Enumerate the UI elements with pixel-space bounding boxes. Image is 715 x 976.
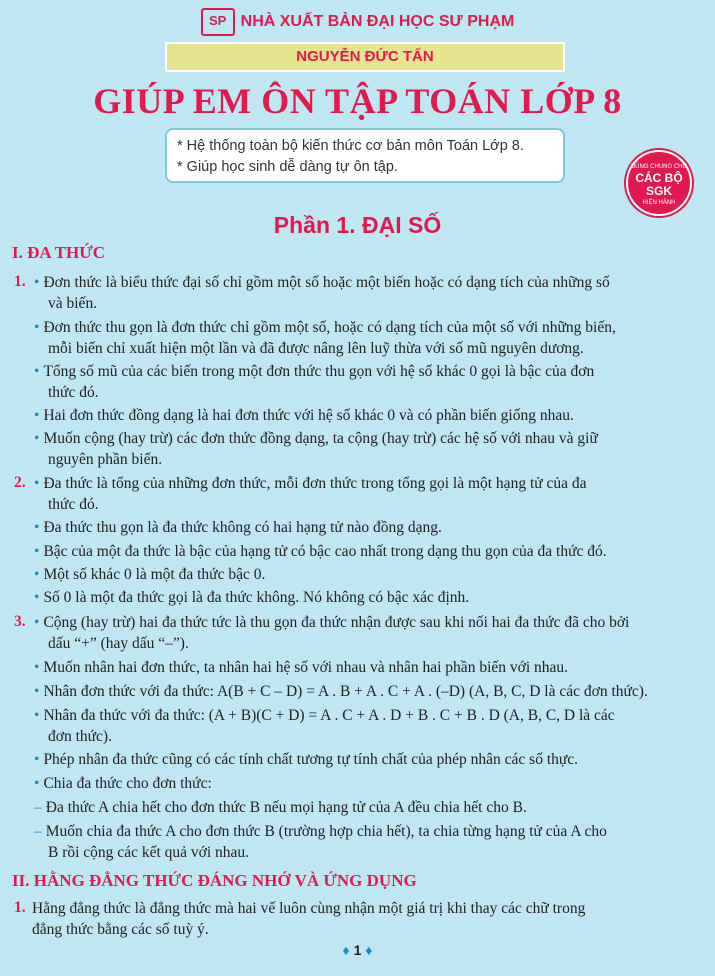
text-line: thức đó.	[48, 496, 99, 513]
section-heading-polynomials: I. ĐA THỨC	[12, 243, 106, 262]
text-line: và biến.	[48, 295, 98, 312]
text-line: • Tổng số mũ của các biến trong một đơn thức thu gọn với hệ số khác 0 gọi là bậc của đơn	[34, 363, 595, 380]
text-line: dấu “+” (hay dấu “–”).	[48, 635, 189, 652]
text-line: đơn thức).	[48, 728, 112, 745]
text-line: • Một số khác 0 là một đa thức bậc 0.	[34, 566, 266, 583]
book-title: GIÚP EM ÔN TẬP TOÁN LỚP 8	[93, 81, 622, 121]
publisher-header	[0, 8, 715, 36]
dash-icon: –	[34, 799, 42, 816]
bullet-icon: •	[34, 775, 40, 792]
bullet-icon: •	[34, 683, 40, 700]
bullet-icon: •	[34, 475, 40, 492]
text-line: • Đơn thức là biểu thức đại số chỉ gồm một số hoặc một biến hoặc có dạng tích của những số	[34, 274, 610, 291]
text-line: Hằng đẳng thức là đẳng thức mà hai vế luôn cùng nhận một giá trị khi thay các chữ trong	[32, 900, 586, 917]
bullet-icon: •	[34, 589, 40, 606]
bullet-icon: •	[34, 614, 40, 631]
bullet-icon: •	[34, 274, 40, 291]
intro-line-2: * Giúp học sinh dễ dàng tự ôn tập.	[177, 159, 398, 175]
text-line: • Muốn cộng (hay trừ) các đơn thức đồng dạng, ta cộng (hay trừ) các hệ số với nhau và giữ	[34, 430, 598, 447]
sgk-badge	[626, 150, 692, 216]
bullet-icon: •	[34, 751, 40, 768]
text-line: • Hai đơn thức đồng dạng là hai đơn thức với hệ số khác 0 và có phần biến giống nhau.	[34, 407, 574, 424]
text-line: – Muốn chia đa thức A cho đơn thức B (trường hợp chia hết), ta chia từng hạng tử của A cho	[34, 823, 607, 840]
text-line: B rồi cộng các kết quả với nhau.	[48, 844, 250, 861]
text-line: • Đa thức thu gọn là đa thức không có hai hạng tử nào đồng dạng.	[34, 519, 442, 536]
text-line: mỗi biến chỉ xuất hiện một lần và đã được nâng lên luỹ thừa với số mũ nguyên dương.	[48, 340, 584, 357]
dash-icon: –	[34, 823, 42, 840]
badge-bottom-text: HIỆN HÀNH	[642, 200, 676, 206]
section-heading-identities: II. HẰNG ĐẲNG THỨC ĐÁNG NHỚ VÀ ỨNG DỤNG	[12, 871, 417, 890]
text-line: • Đa thức là tổng của những đơn thức, mỗi đơn thức trong tổng gọi là một hạng tử của đa	[34, 475, 587, 492]
text-line: thức đó.	[48, 384, 99, 401]
text-line: • Nhân đơn thức với đa thức: A(B + C – D) = A . B + A . C + A . (–D) (A, B, C, D là các đơn thức).	[34, 683, 648, 700]
item-number: 1.	[14, 273, 26, 290]
text-line: • Cộng (hay trừ) hai đa thức tức là thu gọn đa thức nhận được sau khi nối hai đa thức đã cho bởi	[34, 614, 630, 631]
bullet-icon: •	[34, 543, 40, 560]
bullet-icon: •	[34, 566, 40, 583]
publisher-logo-icon: SP	[201, 8, 235, 36]
item-number: 2.	[14, 474, 26, 491]
badge-top-text: DÙNG CHUNG CHO	[630, 164, 688, 170]
bullet-icon: •	[34, 407, 40, 424]
author-name: NGUYỄN ĐỨC TẤN	[165, 42, 565, 72]
bullet-icon: •	[34, 430, 40, 447]
bullet-icon: •	[34, 659, 40, 676]
text-line: nguyên phần biến.	[48, 451, 163, 468]
text-line: • Phép nhân đa thức cũng có các tính chất tương tự tính chất của phép nhân các số thực.	[34, 751, 579, 768]
intro-line-1: * Hệ thống toàn bộ kiến thức cơ bản môn Toán Lớp 8.	[177, 138, 524, 154]
text-line: – Đa thức A chia hết cho đơn thức B nếu mọi hạng tử của A đều chia hết cho B.	[34, 799, 527, 816]
bullet-icon: •	[34, 519, 40, 536]
bullet-icon: •	[34, 363, 40, 380]
publisher-name: NHÀ XUẤT BẢN ĐẠI HỌC SƯ PHẠM	[240, 13, 515, 31]
text-line: • Nhân đa thức với đa thức: (A + B)(C + D) = A . C + A . D + B . C + B . D (A, B, C, D là các	[34, 707, 615, 724]
intro-box	[165, 128, 565, 183]
text-line: • Chia đa thức cho đơn thức:	[34, 775, 212, 792]
bullet-icon: •	[34, 707, 40, 724]
text-line: • Đơn thức thu gọn là đơn thức chỉ gồm một số, hoặc có dạng tích của một số với những biến,	[34, 319, 616, 336]
text-line: • Số 0 là một đa thức gọi là đa thức không. Nó không có bậc xác định.	[34, 589, 470, 606]
diamond-icon: ♦	[342, 942, 350, 958]
item-number: 3.	[14, 613, 26, 630]
text-line: đẳng thức bằng các số tuỳ ý.	[32, 921, 209, 938]
part-title: Phần 1. ĐẠI SỐ	[273, 212, 442, 238]
bullet-icon: •	[34, 319, 40, 336]
text-line: • Muốn nhân hai đơn thức, ta nhân hai hệ số với nhau và nhân hai phần biến với nhau.	[34, 659, 569, 676]
item-number: 1.	[14, 899, 26, 916]
badge-main-text: CÁC BỘ SGK	[635, 171, 683, 198]
page-number: ♦ 1 ♦	[342, 942, 373, 958]
text-line: • Bậc của một đa thức là bậc của hạng tử có bậc cao nhất trong dạng thu gọn của đa thức đó.	[34, 543, 607, 560]
diamond-icon: ♦	[365, 942, 373, 958]
